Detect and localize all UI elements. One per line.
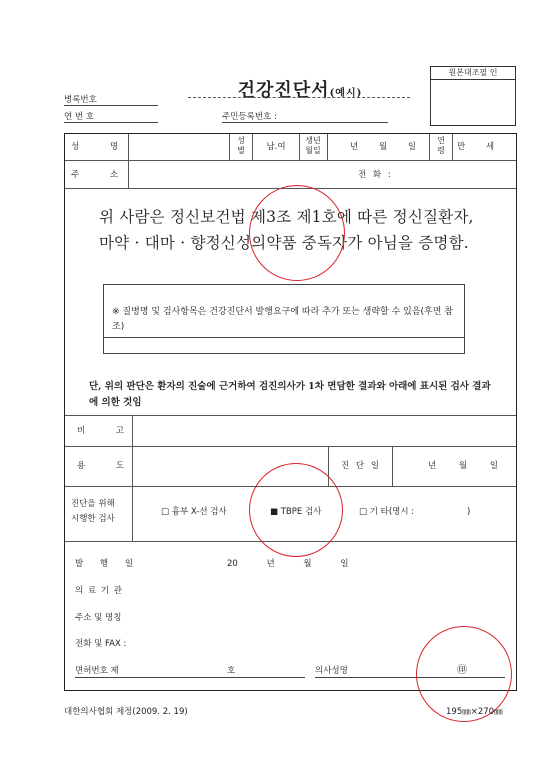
annotation-circle-statement — [249, 185, 345, 281]
ledger-number-label: 병록번호 — [64, 95, 97, 105]
age-label: 연 령 — [437, 136, 445, 155]
note-box — [103, 284, 465, 354]
age-value[interactable]: 만 세 — [457, 142, 495, 152]
institution-address-label: 주소 및 명칭 — [75, 613, 122, 623]
remarks-label: 비 고 — [77, 426, 139, 436]
diagnosis-date-label: 진 단 일 — [341, 461, 382, 471]
serial-number-label: 연 번 호 — [64, 112, 95, 122]
document-title — [190, 76, 410, 102]
other-test-checkbox[interactable]: □ 기 타(명시 : — [359, 507, 415, 517]
dob-value[interactable]: 년 월 일 — [350, 142, 417, 152]
title-sub: (예시) — [329, 88, 363, 99]
certification-stamp-box — [430, 66, 516, 126]
dob-label: 생년 월일 — [305, 136, 321, 155]
title-underline — [188, 97, 410, 98]
phone-label: 전 화 : — [358, 170, 393, 180]
license-number-suffix: 호 — [227, 666, 236, 676]
judgment-statement: 단, 위의 판단은 환자의 진술에 근거하여 검진의사가 1차 면담한 결과와 아래에 표시된 검사 결과에 의한 것임 — [89, 381, 491, 408]
ledger-number-field[interactable] — [64, 93, 158, 106]
institution-label: 의 료 기 관 — [75, 586, 123, 596]
note-text: ※ 질병명 및 검사항목은 건강진단서 발행요구에 따라 추가 또는 생략할 수 있음(후면 참조) — [112, 307, 453, 332]
name-input[interactable] — [134, 138, 226, 156]
seal-mark: ㊞ — [457, 665, 467, 676]
annotation-circle-tbpe — [249, 463, 343, 557]
certification-statement: 위 사람은 정신보건법 제3조 제1호에 따른 정신질환자, 마약 · 대마 · 향정신성의약품 중독자가 아님을 증명함. — [99, 208, 474, 252]
name-label: 성 명 — [71, 142, 133, 152]
remarks-input[interactable] — [137, 419, 513, 443]
tbpe-checkbox[interactable]: ■ TBPE 검사 — [270, 507, 322, 517]
resident-number-label: 주민등록번호 : — [222, 112, 277, 122]
phone-fax-label: 전화 및 FAX : — [75, 639, 127, 649]
license-number-label: 면허번호 제 — [75, 666, 119, 676]
chest-xray-checkbox[interactable]: □ 흉부 X-선 검사 — [161, 507, 227, 517]
sex-value[interactable]: 남.여 — [266, 142, 286, 152]
purpose-label: 용 도 — [77, 461, 139, 471]
other-test-close: ) — [467, 507, 471, 517]
license-number-field[interactable] — [75, 666, 305, 678]
diagnosis-date-value[interactable]: 년 월 일 — [428, 461, 499, 471]
stamp-label: 원본대조필 인 — [431, 67, 515, 80]
sex-label: 성 별 — [237, 136, 245, 155]
issue-date-label: 발 행 일 — [75, 559, 136, 569]
address-label: 주 소 — [71, 170, 133, 180]
doctor-name-label: 의사성명 — [315, 666, 348, 676]
serial-number-field[interactable] — [64, 110, 158, 123]
footer-size: 195㎜×270㎜ — [446, 707, 503, 717]
resident-number-field[interactable] — [222, 110, 388, 123]
tests-label-line2: 시행한 검사 — [71, 514, 115, 524]
tests-label-line1: 진단을 위해 — [71, 499, 115, 509]
footer-issuer: 대한의사협회 제정(2009. 2. 19) — [64, 707, 188, 717]
issue-date-value[interactable]: 20 년 월 일 — [227, 559, 349, 569]
title-main: 건강진단서 — [237, 80, 330, 101]
